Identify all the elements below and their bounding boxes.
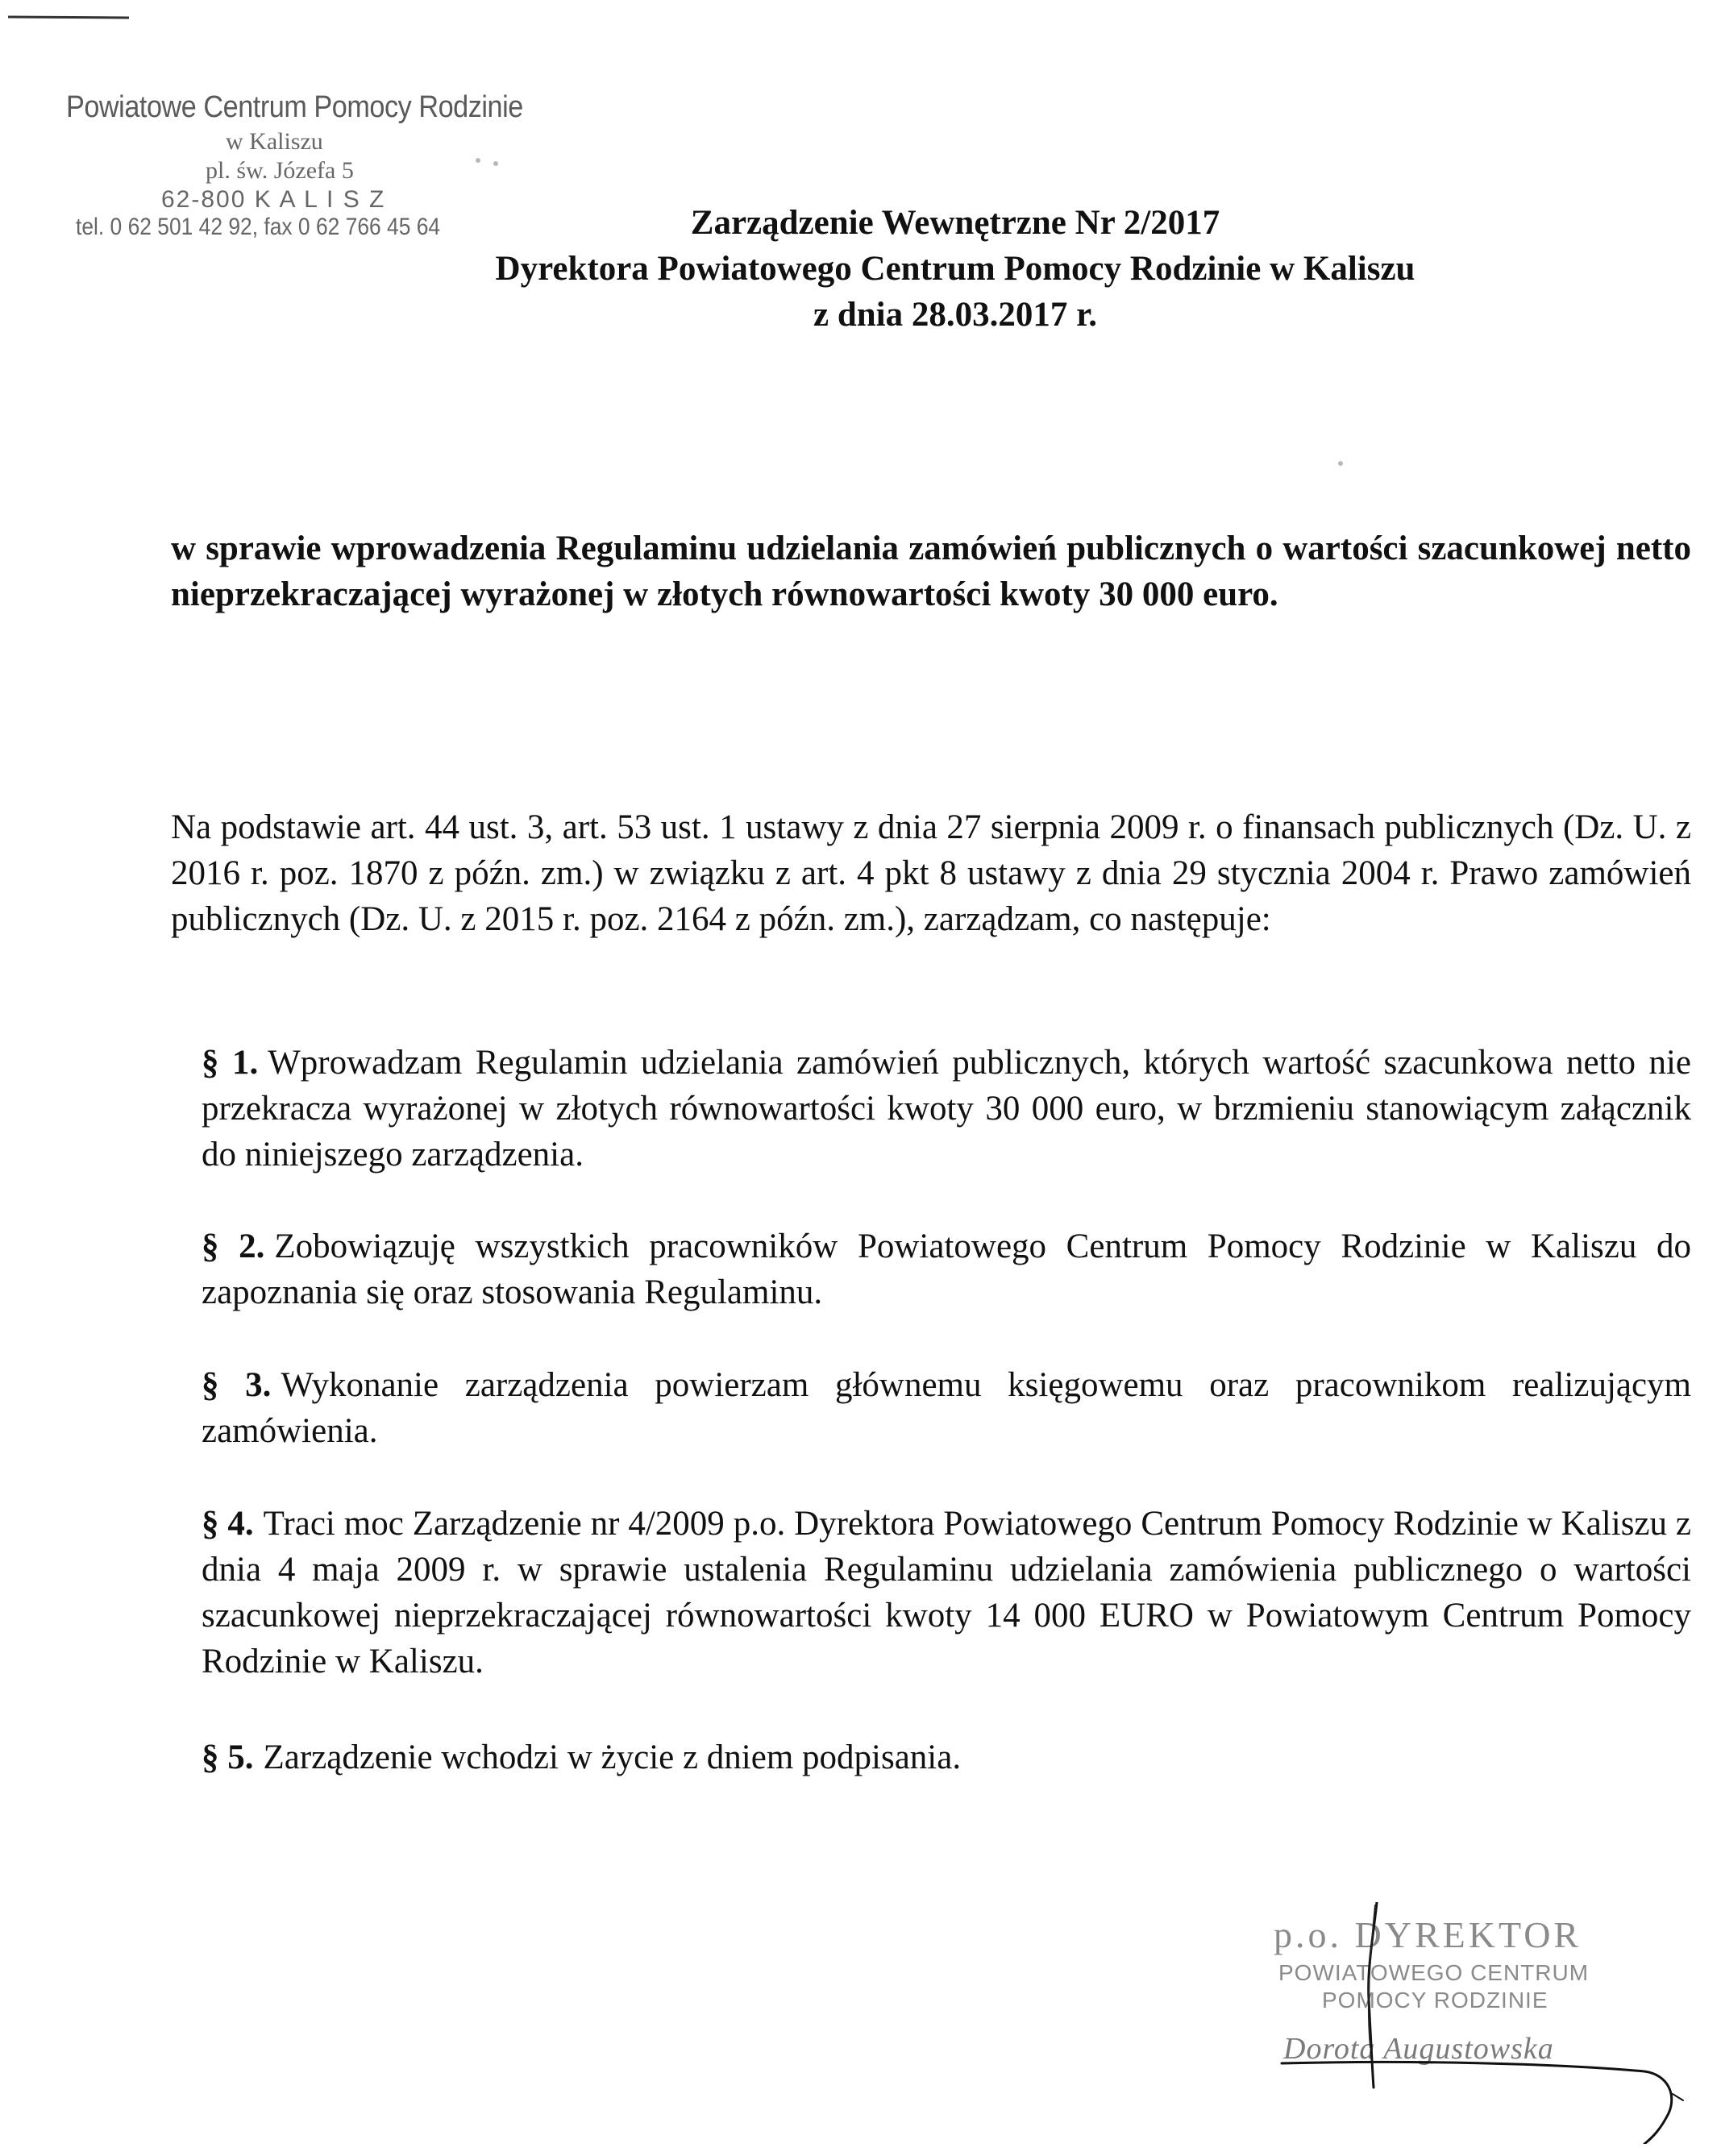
document-subject: w sprawie wprowadzenia Regulaminu udzielania zamówień publicznych o wartości szacunkowej netto nieprzekraczającej wyrażonej w złotych równowartości kwoty 30 000 euro.	[171, 530, 1691, 613]
paragraph-4-text: Traci moc Zarządzenie nr 4/2009 p.o. Dyrektora Powiatowego Centrum Pomocy Rodzinie w Kaliszu z dnia 4 maja 2009 r. w sprawie ustalenia Regulaminu udzielania zamówienia publicznego o wartości szacunkowej nieprzekraczającej równowartości kwoty 14 000 EURO w Powiatowym Centrum Pomocy Rodzinie w Kaliszu.	[202, 1505, 1691, 1680]
signature-unit-line-2: POMOCY RODZINIE	[1322, 1988, 1548, 2013]
paragraph-1-text: Wprowadzam Regulamin udzielania zamówień publicznych, których wartość szacunkowa netto nie przekracza wyrażonej w złotych równowartości kwoty 30 000 euro, w brzmieniu stanowiącym załącznik do niniejszego zarządzenia.	[202, 1044, 1692, 1174]
legal-basis-paragraph: Na podstawie art. 44 ust. 3, art. 53 ust. 1 ustawy z dnia 27 sierpnia 2009 r. o finansach publicznych (Dz. U. z 2016 r. poz. 1870 z późn. zm.) w związku z art. 4 pkt 8 ustawy z dnia 29 stycznia 2004 r. Prawo zamówień publicznych (Dz. U. z 2015 r. poz. 2164 z późn. zm.), zarządzam, co następuje:	[171, 808, 1691, 938]
paragraph-4-label: § 4.	[202, 1505, 254, 1543]
paragraph-1	[202, 1040, 1691, 1178]
paragraph-3-label: § 3.	[202, 1366, 272, 1404]
paragraph-5-label: § 5.	[202, 1739, 254, 1776]
stamp-city: w Kaliszu	[226, 128, 323, 155]
paragraph-5	[202, 1734, 1691, 1780]
title-line-1: Zarządzenie Wewnętrzne Nr 2/2017	[690, 204, 1220, 242]
paragraph-2-label: § 2.	[202, 1228, 265, 1265]
signature-person-name: Dorota Augustowska	[1283, 2032, 1554, 2066]
paragraph-1-label: § 1.	[202, 1044, 259, 1082]
scan-speck	[476, 158, 480, 163]
title-line-3: z dnia 28.03.2017 r.	[813, 296, 1097, 334]
stamp-street: pl. św. Józefa 5	[206, 157, 354, 184]
stamp-institution-name: Powiatowe Centrum Pomocy Rodzinie	[66, 90, 523, 124]
paragraph-3-text: Wykonanie zarządzenia powierzam głównemu księgowemu oraz pracownikom realizującym zamówienia.	[202, 1366, 1692, 1450]
scan-speck	[493, 161, 498, 166]
stamp-postal-code: 62-800 K A L I S Z	[161, 186, 386, 213]
scan-artifact-line	[8, 15, 129, 19]
signature-stamp	[1266, 1902, 1685, 2144]
paragraph-2-text: Zobowiązuję wszystkich pracowników Powiatowego Centrum Pomocy Rodzinie w Kaliszu do zapoznania się oraz stosowania Regulaminu.	[202, 1228, 1692, 1311]
scan-speck	[1338, 461, 1343, 466]
paragraph-5-text: Zarządzenie wchodzi w życie z dniem podpisania.	[263, 1739, 962, 1776]
paragraph-3	[202, 1362, 1691, 1454]
document-title	[371, 200, 1540, 338]
paragraph-4	[202, 1501, 1691, 1685]
signature-title: p.o. DYREKTOR	[1274, 1914, 1582, 1955]
signature-unit-line-1: POWIATOWEGO CENTRUM	[1278, 1960, 1590, 1985]
stamp-phone: tel. 0 62 501 42 92, fax 0 62 766 45 64	[76, 214, 441, 240]
title-line-2: Dyrektora Powiatowego Centrum Pomocy Rodzinie w Kaliszu	[495, 250, 1415, 288]
paragraph-2	[202, 1223, 1691, 1315]
